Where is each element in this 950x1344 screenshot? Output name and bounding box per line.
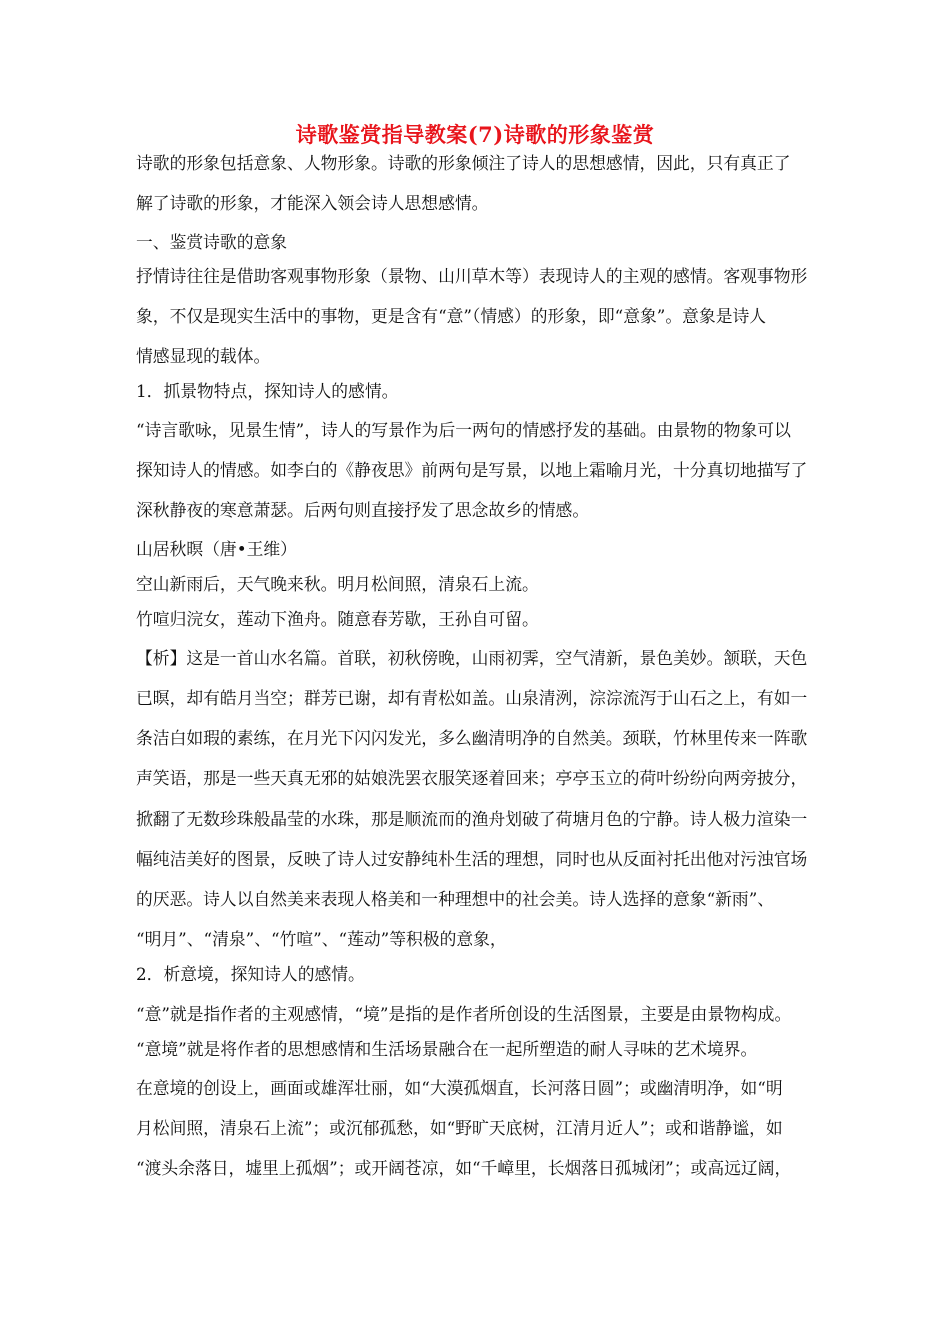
paragraph-line: “明月”、“清泉”、“竹喧”、“莲动”等积极的意象， bbox=[136, 929, 507, 949]
paragraph-line: 诗歌的形象包括意象、人物形象。诗歌的形象倾注了诗人的思想感情，因此，只有真正了 bbox=[136, 153, 791, 173]
paragraph-line: 抒情诗往往是借助客观事物形象（景物、山川草木等）表现诗人的主观的感情。客观事物形 bbox=[136, 266, 808, 286]
poem-line: 竹喧归浣女，莲动下渔舟。随意春芳歇，王孙自可留。 bbox=[136, 609, 539, 629]
paragraph-line: 已暝，却有皓月当空；群芳已谢，却有青松如盖。山泉清洌，淙淙流泻于山石之上，有如一 bbox=[136, 688, 808, 708]
paragraph-line: 探知诗人的情感。如李白的《静夜思》前两句是写景，以地上霜喻月光，十分真切地描写了 bbox=[136, 460, 808, 480]
paragraph-line: 【析】这是一首山水名篇。首联，初秋傍晚，山雨初霁，空气清新，景色美妙。颔联，天色 bbox=[136, 648, 808, 668]
paragraph-line: 象，不仅是现实生活中的事物，更是含有“意”（情感）的形象，即“意象”。意象是诗人 bbox=[136, 306, 767, 326]
paragraph-line: 掀翻了无数珍珠般晶莹的水珠，那是顺流而的渔舟划破了荷塘月色的宁静。诗人极力渲染一 bbox=[136, 809, 808, 829]
paragraph-line: 幅纯洁美好的图景，反映了诗人过安静纯朴生活的理想，同时也从反面衬托出他对污浊官场 bbox=[136, 849, 808, 869]
paragraph-line: “渡头余落日，墟里上孤烟”；或开阔苍凉，如“千嶂里，长烟落日孤城闭”；或高远辽阔， bbox=[136, 1158, 792, 1178]
paragraph-line: “意”就是指作者的主观感情，“境”是指的是作者所创设的生活图景，主要是由景物构成。 bbox=[136, 1004, 792, 1024]
subsection-heading: 1．抓景物特点，探知诗人的感情。 bbox=[136, 381, 399, 401]
poem-line: 空山新雨后，天气晚来秋。明月松间照，清泉石上流。 bbox=[136, 574, 539, 594]
paragraph-line: 声笑语，那是一些天真无邪的姑娘洗罢衣服笑逐着回来；亭亭玉立的荷叶纷纷向两旁披分， bbox=[136, 768, 808, 788]
document-title: 诗歌鉴赏指导教案(7)诗歌的形象鉴赏 bbox=[295, 122, 655, 147]
poem-title: 山居秋暝（唐•王维） bbox=[136, 539, 297, 559]
paragraph-line: 情感显现的载体。 bbox=[136, 346, 271, 366]
section-heading: 一、鉴赏诗歌的意象 bbox=[136, 232, 288, 252]
paragraph-line: 解了诗歌的形象，才能深入领会诗人思想感情。 bbox=[136, 193, 489, 213]
paragraph-line: 的厌恶。诗人以自然美来表现人格美和一种理想中的社会美。诗人选择的意象“新雨”、 bbox=[136, 889, 775, 909]
paragraph-line: 在意境的创设上，画面或雄浑壮丽，如“大漠孤烟直，长河落日圆”；或幽清明净，如“明 bbox=[136, 1078, 783, 1098]
paragraph-line: “诗言歌咏，见景生情”，诗人的写景作为后一两句的情感抒发的基础。由景物的物象可以 bbox=[136, 420, 791, 440]
paragraph-line: 条洁白如瑕的素练，在月光下闪闪发光，多么幽清明净的自然美。颈联，竹林里传来一阵歌 bbox=[136, 728, 808, 748]
subsection-heading: 2．析意境，探知诗人的感情。 bbox=[136, 964, 365, 984]
paragraph-line: 深秋静夜的寒意萧瑟。后两句则直接抒发了思念故乡的情感。 bbox=[136, 500, 590, 520]
paragraph-line: “意境”就是将作者的思想感情和生活场景融合在一起所塑造的耐人寻味的艺术境界。 bbox=[136, 1039, 758, 1059]
paragraph-line: 月松间照，清泉石上流”；或沉郁孤愁，如“野旷天底树，江清月近人”；或和谐静谧，如 bbox=[136, 1118, 783, 1138]
